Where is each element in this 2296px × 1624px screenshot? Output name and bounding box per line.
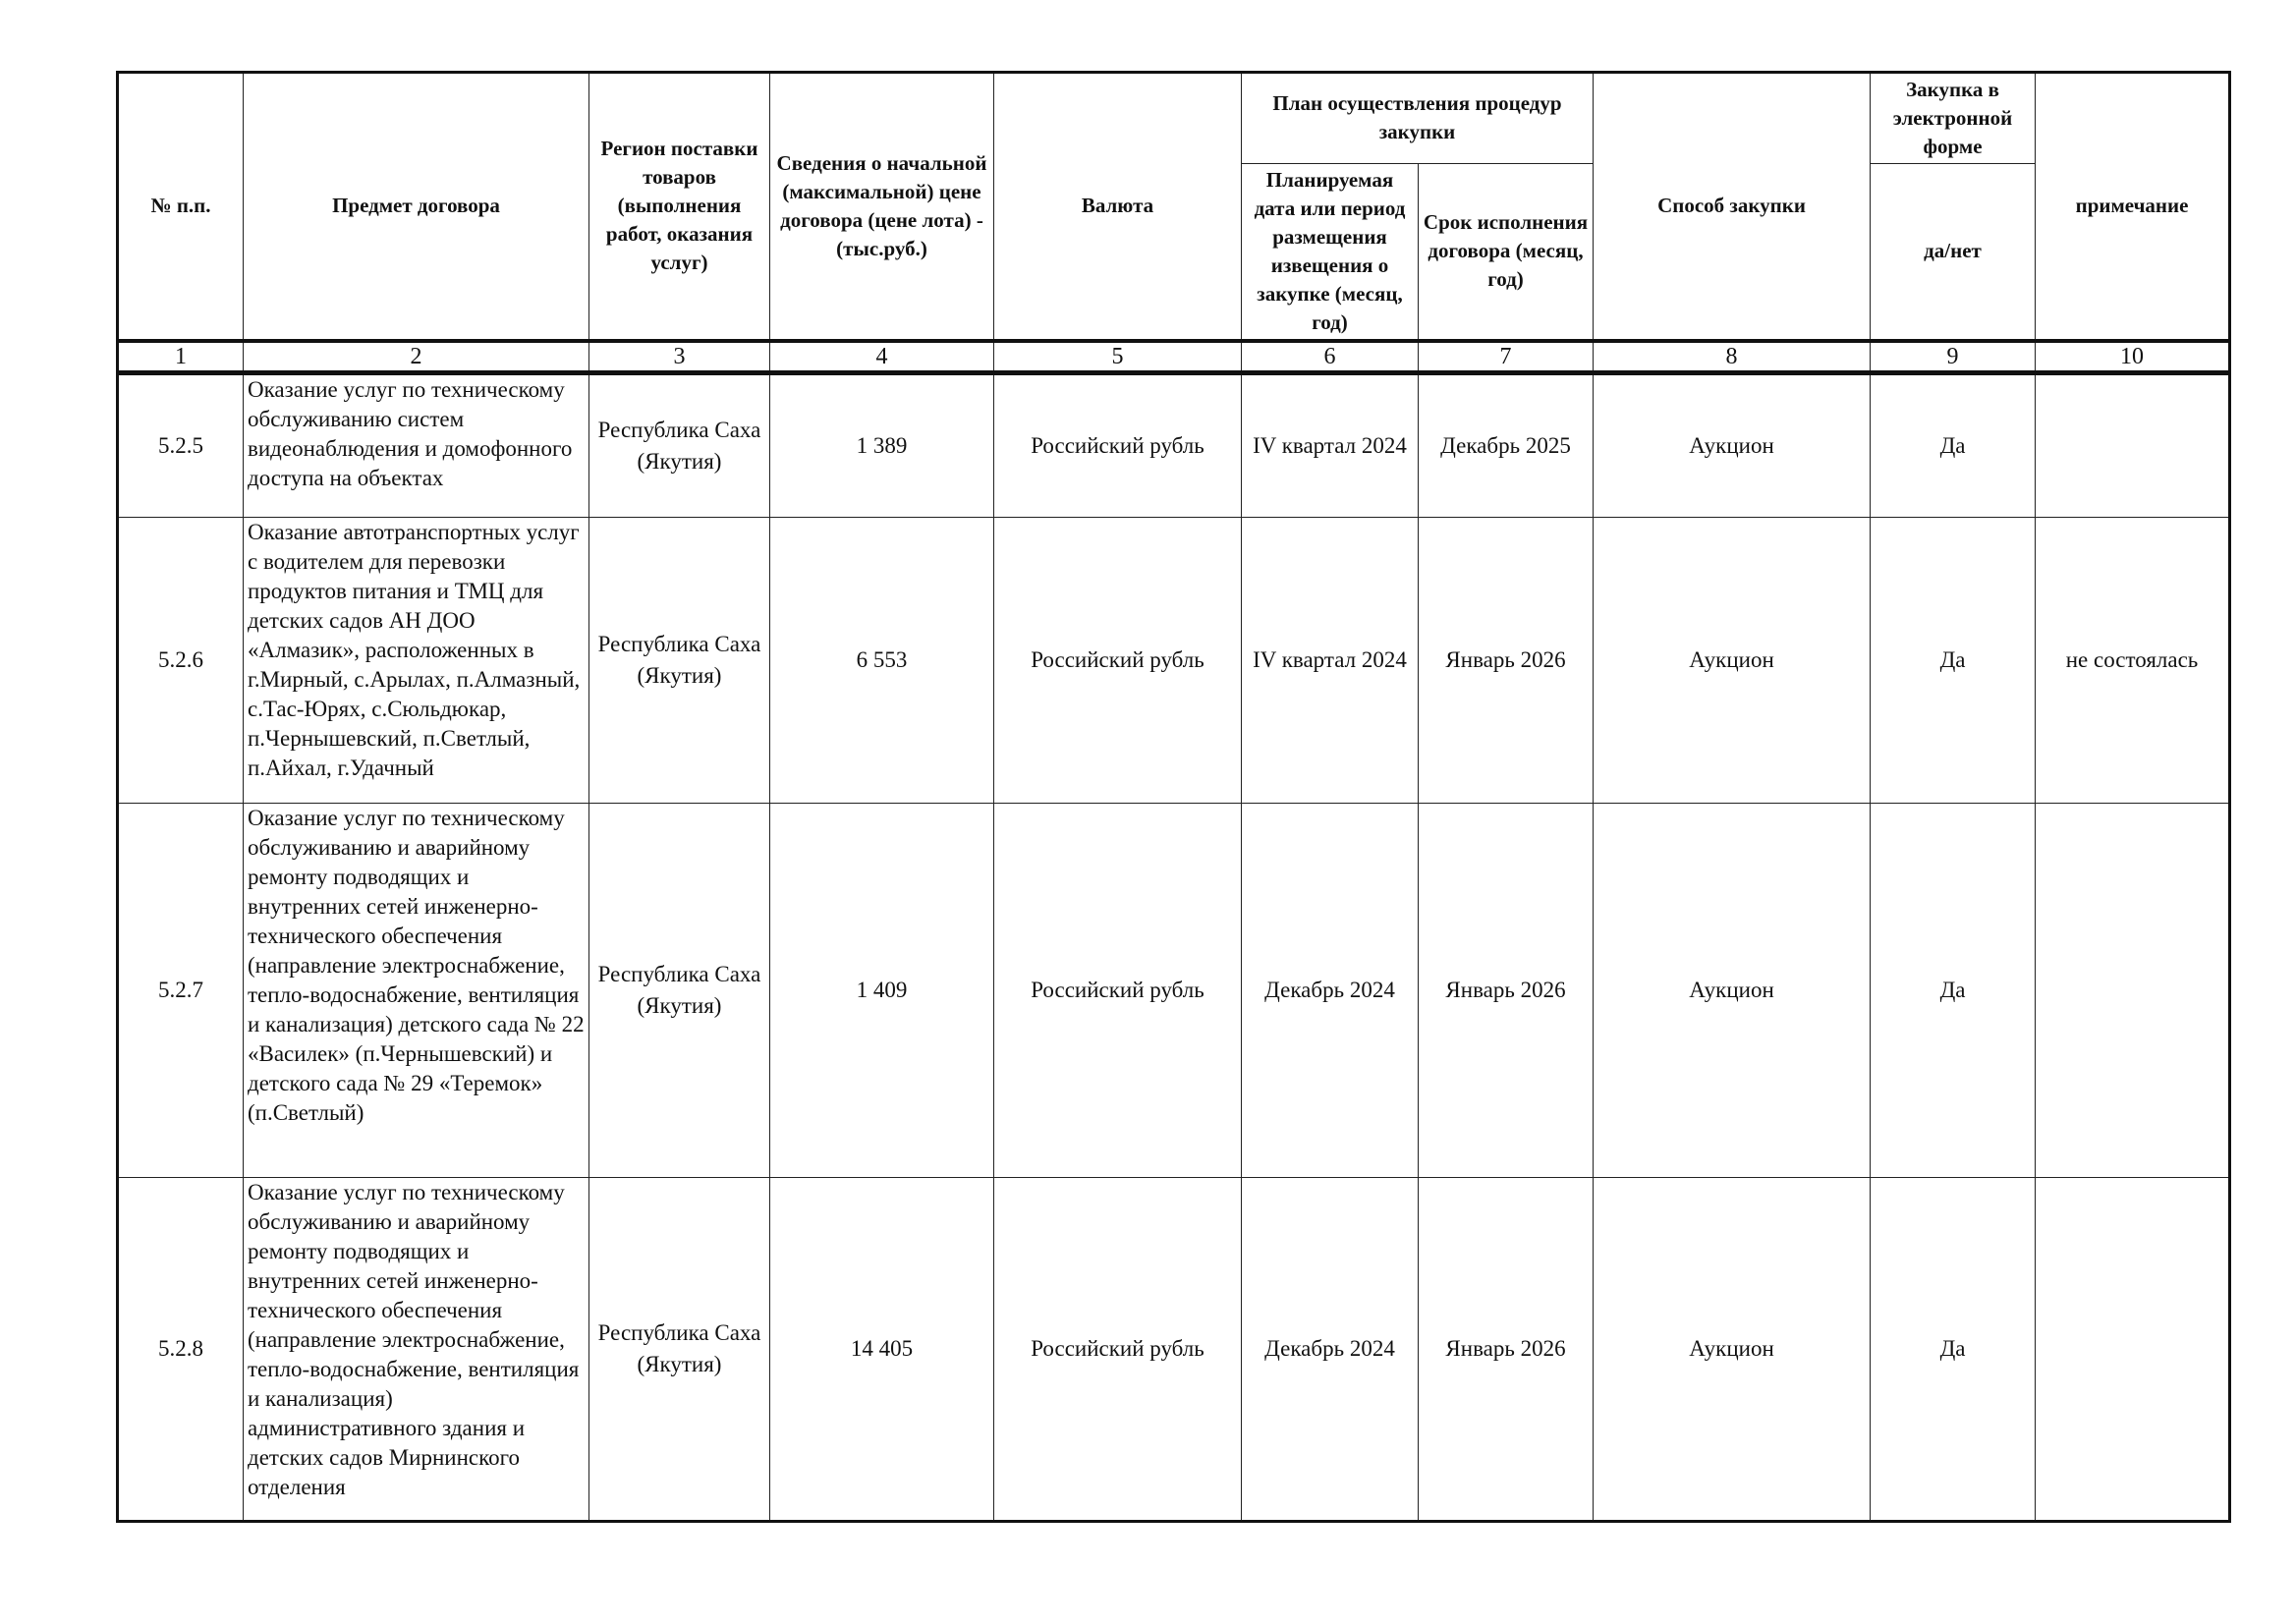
row-term: Январь 2026	[1419, 803, 1594, 1177]
row-subject: Оказание автотранспортных услуг с водителем для перевозки продуктов питания и ТМЦ для детских садов АН ДОО «Алмазик», расположенных в г.Мирный, с.Арылах, п.Алмазный, с.Тас-Юрях, с.Сюльдюкар, п.Чернышевский, п.Светлый, п.Айхал, г.Удачный	[244, 517, 589, 803]
row-region: Республика Саха (Якутия)	[589, 372, 770, 517]
row-plan-date: Декабрь 2024	[1242, 803, 1419, 1177]
column-number: 1	[118, 341, 244, 373]
table-body	[118, 341, 2230, 1522]
column-number-row	[118, 341, 2230, 373]
row-electronic: Да	[1871, 372, 2036, 517]
table-header	[118, 73, 2230, 341]
table-row	[118, 1177, 2230, 1521]
header-plan-group: План осуществления процедур закупки	[1242, 73, 1594, 164]
row-subject: Оказание услуг по техническому обслуживанию систем видеонаблюдения и домофонного доступа на объектах	[244, 372, 589, 517]
row-region: Республика Саха (Якутия)	[589, 1177, 770, 1521]
row-note: не состоялась	[2036, 517, 2230, 803]
row-term: Январь 2026	[1419, 517, 1594, 803]
row-num: 5.2.7	[118, 803, 244, 1177]
table-row	[118, 372, 2230, 517]
row-method: Аукцион	[1594, 803, 1871, 1177]
row-price: 14 405	[770, 1177, 994, 1521]
header-electronic-yesno: да/нет	[1871, 163, 2036, 340]
row-method: Аукцион	[1594, 372, 1871, 517]
row-electronic: Да	[1871, 803, 2036, 1177]
table-row	[118, 517, 2230, 803]
column-number: 3	[589, 341, 770, 373]
row-plan-date: Декабрь 2024	[1242, 1177, 1419, 1521]
row-price: 6 553	[770, 517, 994, 803]
row-currency: Российский рубль	[994, 803, 1242, 1177]
row-plan-date: IV квартал 2024	[1242, 372, 1419, 517]
header-term: Срок исполнения договора (месяц, год)	[1419, 163, 1594, 340]
column-number: 7	[1419, 341, 1594, 373]
column-number: 10	[2036, 341, 2230, 373]
row-subject: Оказание услуг по техническому обслуживанию и аварийному ремонту подводящих и внутренних сетей инженерно-технического обеспечения (направление электроснабжение, тепло-водоснабжение, вентиляция и канализация) административного здания и детских садов Мирнинского отделения	[244, 1177, 589, 1521]
column-number: 5	[994, 341, 1242, 373]
row-note	[2036, 803, 2230, 1177]
row-num: 5.2.8	[118, 1177, 244, 1521]
column-number: 9	[1871, 341, 2036, 373]
header-price: Сведения о начальной (максимальной) цене договора (цене лота) - (тыс.руб.)	[770, 73, 994, 341]
procurement-plan-sheet	[116, 71, 2228, 1523]
table-row	[118, 803, 2230, 1177]
header-num: № п.п.	[118, 73, 244, 341]
row-electronic: Да	[1871, 517, 2036, 803]
row-num: 5.2.6	[118, 517, 244, 803]
row-note	[2036, 1177, 2230, 1521]
header-subject: Предмет договора	[244, 73, 589, 341]
row-method: Аукцион	[1594, 517, 1871, 803]
row-electronic: Да	[1871, 1177, 2036, 1521]
row-region: Республика Саха (Якутия)	[589, 803, 770, 1177]
row-region: Республика Саха (Якутия)	[589, 517, 770, 803]
row-currency: Российский рубль	[994, 1177, 1242, 1521]
row-plan-date: IV квартал 2024	[1242, 517, 1419, 803]
row-term: Январь 2026	[1419, 1177, 1594, 1521]
header-plan-date: Планируемая дата или период размещения извещения о закупке (месяц, год)	[1242, 163, 1419, 340]
row-price: 1 389	[770, 372, 994, 517]
row-currency: Российский рубль	[994, 372, 1242, 517]
header-note: примечание	[2036, 73, 2230, 341]
column-number: 6	[1242, 341, 1419, 373]
column-number: 2	[244, 341, 589, 373]
row-subject: Оказание услуг по техническому обслуживанию и аварийному ремонту подводящих и внутренних сетей инженерно-технического обеспечения (направление электроснабжение, тепло-водоснабжение, вентиляция и канализация) детского сада № 22 «Василек» (п.Чернышевский) и детского сада № 29 «Теремок» (п.Светлый)	[244, 803, 589, 1177]
row-method: Аукцион	[1594, 1177, 1871, 1521]
header-electronic-group: Закупка в электронной форме	[1871, 73, 2036, 164]
header-currency: Валюта	[994, 73, 1242, 341]
procurement-plan-table	[116, 71, 2231, 1523]
header-method: Способ закупки	[1594, 73, 1871, 341]
column-number: 4	[770, 341, 994, 373]
row-term: Декабрь 2025	[1419, 372, 1594, 517]
row-num: 5.2.5	[118, 372, 244, 517]
row-currency: Российский рубль	[994, 517, 1242, 803]
row-price: 1 409	[770, 803, 994, 1177]
column-number: 8	[1594, 341, 1871, 373]
row-note	[2036, 372, 2230, 517]
header-region: Регион поставки товаров (выполнения работ, оказания услуг)	[589, 73, 770, 341]
